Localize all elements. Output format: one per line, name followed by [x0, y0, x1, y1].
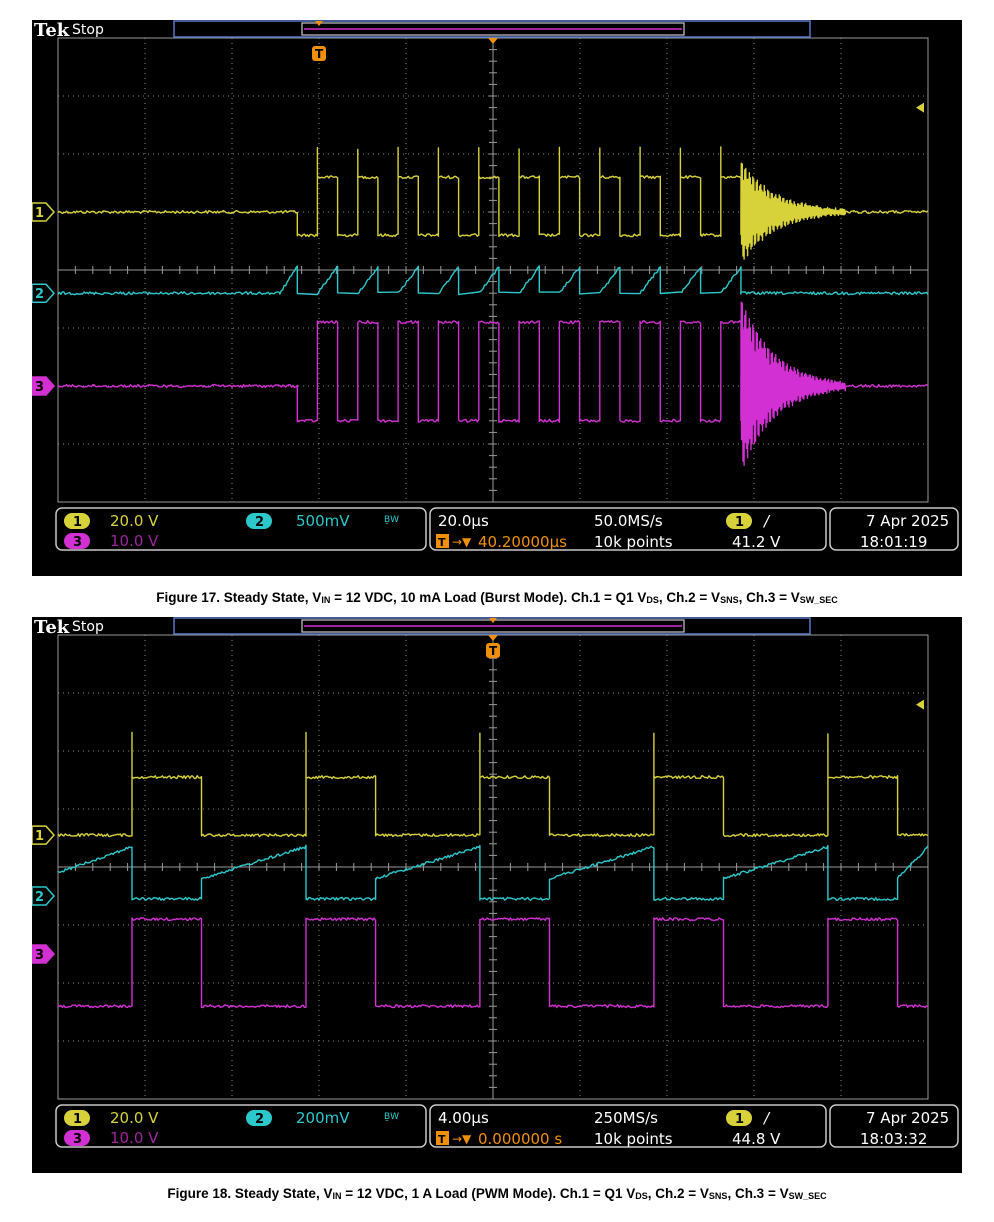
- sample-rate-readout: 250MS/s: [594, 1109, 658, 1127]
- channel-badge: 2: [255, 1112, 265, 1127]
- ch2-ground-marker[interactable]: [32, 284, 54, 302]
- channel-badge: 3: [73, 1132, 83, 1147]
- sample-rate-readout: 50.0MS/s: [594, 512, 663, 530]
- horizontal-readout[interactable]: [430, 1105, 826, 1148]
- ch1-scale-readout: 20.0 V: [110, 1109, 159, 1127]
- graticule: [58, 635, 928, 1099]
- ch3-ground-marker[interactable]: [32, 377, 54, 395]
- trigger-delay-readout: 40.20000µs: [478, 533, 567, 551]
- ch3-ground-marker-label: 3: [35, 380, 45, 395]
- ch2-scale-readout: 200mV: [296, 1109, 350, 1127]
- tek-logo: Tek: [34, 20, 70, 41]
- ch2-ground-marker-label: 2: [35, 890, 45, 905]
- trigger-source-badge: 1: [735, 515, 745, 530]
- ch2-ground-marker[interactable]: [32, 887, 54, 905]
- ch3-scale-readout: 10.0 V: [110, 532, 159, 550]
- graticule: [58, 38, 928, 502]
- trigger-level-readout: 44.8 V: [732, 1130, 781, 1148]
- channel-badge: 3: [73, 535, 83, 550]
- record-view-bar[interactable]: [174, 618, 810, 634]
- oscilloscope-screen-figure-17: [32, 20, 962, 576]
- trigger-level-arrow-icon[interactable]: [916, 103, 924, 113]
- time-readout: 18:01:19: [860, 533, 928, 551]
- ch3-ground-marker-label: 3: [35, 948, 45, 963]
- date-readout: 7 Apr 2025: [866, 512, 950, 530]
- run-state-label: Stop: [72, 619, 104, 635]
- trigger-marker-icon[interactable]: [486, 643, 500, 658]
- ch1-ground-marker-label: 1: [35, 206, 45, 221]
- trigger-source-badge: 1: [735, 1112, 745, 1127]
- channel-badge: 2: [255, 515, 265, 530]
- channel-badge: 1: [73, 515, 83, 530]
- record-length-readout: 10k points: [594, 533, 673, 551]
- scope-display: [32, 617, 962, 1173]
- record-view-bar[interactable]: [174, 21, 810, 37]
- record-length-readout: 10k points: [594, 1130, 673, 1148]
- trigger-position-icon: T: [438, 536, 446, 549]
- trigger-delay-readout: 0.000000 s: [478, 1130, 563, 1148]
- channel-badge: 1: [73, 1112, 83, 1127]
- trigger-slope-icon: /: [764, 512, 770, 530]
- horizontal-readout[interactable]: [430, 508, 826, 551]
- ch2-ground-marker-label: 2: [35, 287, 45, 303]
- bandwidth-limit-icon: ḆW: [384, 1112, 400, 1122]
- time-readout: 18:03:32: [860, 1130, 928, 1148]
- date-time-readout: [830, 508, 958, 551]
- ch3-ground-marker[interactable]: [32, 945, 54, 963]
- trigger-arrow-icon: →▼: [452, 535, 472, 549]
- bandwidth-limit-icon: ḆW: [384, 515, 400, 525]
- oscilloscope-screen-figure-18: [32, 617, 962, 1173]
- date-time-readout: [830, 1105, 958, 1148]
- vertical-readout[interactable]: [56, 508, 426, 550]
- trigger-marker-icon[interactable]: [312, 46, 326, 61]
- trigger-level-arrow-icon[interactable]: [916, 700, 924, 710]
- figure-17-caption: Figure 17. Steady State, $V_{IN} = 12$ VDC, 10 mA Load (Burst Mode). Ch.1 = Q1 $V_{DS}$, $Ch.2 = V_{SNS}$, $Ch.3 = V_{SW\_SEC}$: [156, 590, 838, 605]
- run-state-label: Stop: [72, 22, 104, 38]
- ch1-ground-marker[interactable]: [32, 826, 54, 844]
- tek-logo: Tek: [34, 617, 70, 638]
- timebase-readout: 4.00µs: [438, 1109, 489, 1127]
- trigger-slope-icon: /: [764, 1109, 770, 1127]
- figure-18-caption: Figure 18. Steady State, $V_{IN} = 12$ VDC, 1 A Load (PWM Mode). Ch.1 = Q1 $V_{DS}$, $Ch.2 = V_{SNS}$, $Ch.3 = V_{SW\_SEC}$: [167, 1186, 827, 1201]
- scope-display: [32, 20, 962, 576]
- trigger-marker-label: T: [315, 47, 324, 61]
- vertical-readout[interactable]: [56, 1105, 426, 1147]
- trigger-position-icon: T: [438, 1133, 446, 1146]
- ch1-scale-readout: 20.0 V: [110, 512, 159, 530]
- trigger-marker-label: T: [489, 644, 498, 658]
- ch2-scale-readout: 500mV: [296, 512, 350, 530]
- date-readout: 7 Apr 2025: [866, 1109, 950, 1127]
- ch1-ground-marker-label: 1: [35, 829, 45, 845]
- ch1-ground-marker[interactable]: [32, 203, 54, 221]
- ch3-scale-readout: 10.0 V: [110, 1129, 159, 1147]
- timebase-readout: 20.0µs: [438, 512, 489, 530]
- trigger-level-readout: 41.2 V: [732, 533, 781, 551]
- trigger-arrow-icon: →▼: [452, 1132, 472, 1146]
